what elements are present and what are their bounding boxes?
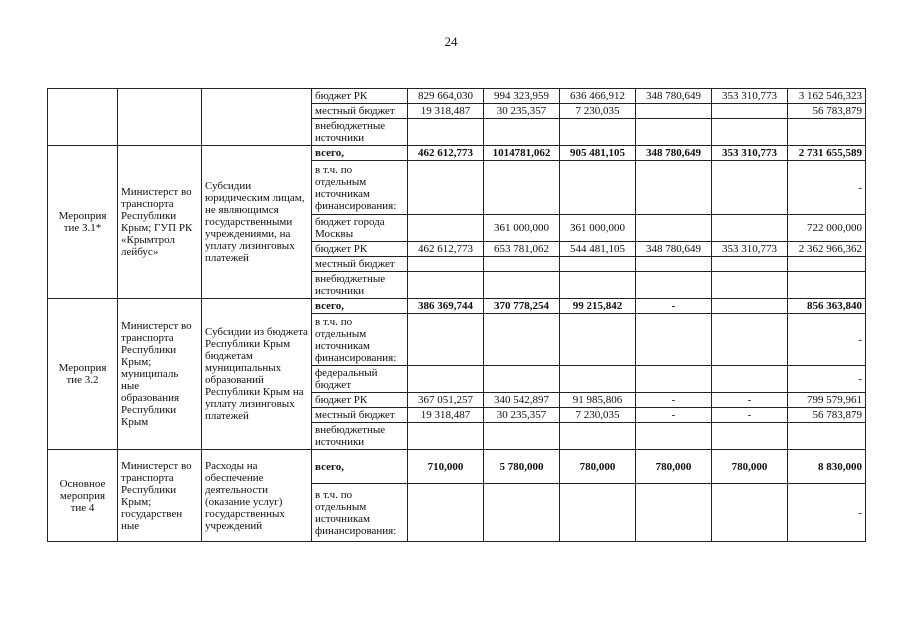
year-value-cell xyxy=(408,366,484,393)
year-value-cell xyxy=(712,314,788,366)
total-value-cell xyxy=(788,119,866,146)
year-value-cell xyxy=(560,272,636,299)
year-value-cell xyxy=(484,484,560,542)
year-value-cell xyxy=(636,161,712,215)
year-value-cell xyxy=(712,366,788,393)
year-value-cell xyxy=(712,161,788,215)
year-value-cell: 30 235,357 xyxy=(484,104,560,119)
year-value-cell: 5 780,000 xyxy=(484,450,560,484)
funding-source-cell: местный бюджет xyxy=(312,104,408,119)
executor-cell: Министерст во транспорта Республики Крым; ГУП РК «Крымтрол лейбус» xyxy=(118,146,202,299)
year-value-cell: 780,000 xyxy=(712,450,788,484)
total-value-cell: - xyxy=(788,314,866,366)
description-cell xyxy=(202,89,312,146)
year-value-cell xyxy=(636,119,712,146)
total-value-cell xyxy=(788,272,866,299)
year-value-cell xyxy=(408,423,484,450)
executor-cell xyxy=(118,89,202,146)
year-value-cell: - xyxy=(636,299,712,314)
year-value-cell xyxy=(712,423,788,450)
year-value-cell: 353 310,773 xyxy=(712,242,788,257)
year-value-cell xyxy=(408,215,484,242)
table-row xyxy=(48,299,866,314)
year-value-cell: 348 780,649 xyxy=(636,146,712,161)
total-value-cell: 3 162 546,323 xyxy=(788,89,866,104)
year-value-cell: - xyxy=(712,393,788,408)
year-value-cell: 19 318,487 xyxy=(408,408,484,423)
year-value-cell xyxy=(712,272,788,299)
table-row xyxy=(48,89,866,104)
year-value-cell: 780,000 xyxy=(636,450,712,484)
year-value-cell: 544 481,105 xyxy=(560,242,636,257)
year-value-cell xyxy=(636,314,712,366)
funding-source-cell: всего, xyxy=(312,146,408,161)
total-value-cell: 722 000,000 xyxy=(788,215,866,242)
table-row xyxy=(48,450,866,484)
year-value-cell xyxy=(712,484,788,542)
year-value-cell: - xyxy=(636,408,712,423)
total-value-cell: 56 783,879 xyxy=(788,408,866,423)
year-value-cell xyxy=(636,104,712,119)
total-value-cell: 56 783,879 xyxy=(788,104,866,119)
table-row xyxy=(48,146,866,161)
funding-source-cell: федеральный бюджет xyxy=(312,366,408,393)
total-value-cell: - xyxy=(788,366,866,393)
description-cell: Субсидии из бюджета Республики Крым бюджетам муниципальных образований Республики Крым на уплату лизинговых платежей xyxy=(202,299,312,450)
year-value-cell: 462 612,773 xyxy=(408,146,484,161)
year-value-cell xyxy=(484,257,560,272)
year-value-cell xyxy=(636,484,712,542)
year-value-cell xyxy=(712,257,788,272)
year-value-cell xyxy=(636,366,712,393)
year-value-cell: 99 215,842 xyxy=(560,299,636,314)
funding-source-cell: бюджет РК xyxy=(312,393,408,408)
year-value-cell: 353 310,773 xyxy=(712,89,788,104)
year-value-cell: 19 318,487 xyxy=(408,104,484,119)
total-value-cell: 799 579,961 xyxy=(788,393,866,408)
year-value-cell: 367 051,257 xyxy=(408,393,484,408)
total-value-cell xyxy=(788,257,866,272)
year-value-cell: 91 985,806 xyxy=(560,393,636,408)
year-value-cell: 7 230,035 xyxy=(560,408,636,423)
year-value-cell: 1014781,062 xyxy=(484,146,560,161)
year-value-cell xyxy=(712,215,788,242)
year-value-cell: 348 780,649 xyxy=(636,242,712,257)
year-value-cell: 905 481,105 xyxy=(560,146,636,161)
event-name-cell: Мероприя тие 3.1* xyxy=(48,146,118,299)
event-name-cell xyxy=(48,89,118,146)
year-value-cell xyxy=(408,484,484,542)
year-value-cell xyxy=(712,119,788,146)
funding-source-cell: местный бюджет xyxy=(312,257,408,272)
year-value-cell: 710,000 xyxy=(408,450,484,484)
year-value-cell xyxy=(484,423,560,450)
year-value-cell: 653 781,062 xyxy=(484,242,560,257)
funding-source-cell: бюджет города Москвы xyxy=(312,215,408,242)
total-value-cell xyxy=(788,423,866,450)
year-value-cell xyxy=(560,119,636,146)
year-value-cell: 780,000 xyxy=(560,450,636,484)
year-value-cell: 7 230,035 xyxy=(560,104,636,119)
total-value-cell: - xyxy=(788,484,866,542)
year-value-cell: 353 310,773 xyxy=(712,146,788,161)
year-value-cell xyxy=(636,215,712,242)
year-value-cell xyxy=(484,161,560,215)
description-cell: Субсидии юридическим лицам, не являющимся государственными учреждениями, на уплату лизинговых платежей xyxy=(202,146,312,299)
year-value-cell: 348 780,649 xyxy=(636,89,712,104)
year-value-cell: 370 778,254 xyxy=(484,299,560,314)
year-value-cell xyxy=(560,161,636,215)
event-name-cell: Основное мероприя тие 4 xyxy=(48,450,118,542)
funding-source-cell: бюджет РК xyxy=(312,89,408,104)
year-value-cell xyxy=(560,423,636,450)
year-value-cell: - xyxy=(712,408,788,423)
year-value-cell: 386 369,744 xyxy=(408,299,484,314)
year-value-cell xyxy=(484,119,560,146)
year-value-cell: 340 542,897 xyxy=(484,393,560,408)
executor-cell: Министерст во транспорта Республики Крым; государствен ные xyxy=(118,450,202,542)
year-value-cell: 361 000,000 xyxy=(484,215,560,242)
year-value-cell xyxy=(560,257,636,272)
year-value-cell: 361 000,000 xyxy=(560,215,636,242)
year-value-cell xyxy=(408,257,484,272)
year-value-cell: 462 612,773 xyxy=(408,242,484,257)
total-value-cell: 2 731 655,589 xyxy=(788,146,866,161)
year-value-cell xyxy=(408,161,484,215)
funding-source-cell: внебюджетные источники xyxy=(312,272,408,299)
year-value-cell xyxy=(636,257,712,272)
year-value-cell xyxy=(712,299,788,314)
year-value-cell: 829 664,030 xyxy=(408,89,484,104)
funding-source-cell: в т.ч. по отдельным источникам финансирования: xyxy=(312,484,408,542)
year-value-cell xyxy=(408,314,484,366)
page-number: 24 xyxy=(444,34,458,49)
financing-table xyxy=(47,88,866,542)
year-value-cell xyxy=(484,314,560,366)
executor-cell: Министерст во транспорта Республики Крым; муниципаль ные образования Республики Крым xyxy=(118,299,202,450)
funding-source-cell: местный бюджет xyxy=(312,408,408,423)
total-value-cell: 2 362 966,362 xyxy=(788,242,866,257)
year-value-cell xyxy=(408,119,484,146)
total-value-cell: 856 363,840 xyxy=(788,299,866,314)
total-value-cell: - xyxy=(788,161,866,215)
year-value-cell: 994 323,959 xyxy=(484,89,560,104)
funding-source-cell: всего, xyxy=(312,299,408,314)
year-value-cell xyxy=(408,272,484,299)
year-value-cell: 636 466,912 xyxy=(560,89,636,104)
year-value-cell xyxy=(636,423,712,450)
year-value-cell xyxy=(484,366,560,393)
event-name-cell: Мероприя тие 3.2 xyxy=(48,299,118,450)
year-value-cell xyxy=(560,484,636,542)
year-value-cell xyxy=(636,272,712,299)
funding-source-cell: внебюджетные источники xyxy=(312,119,408,146)
year-value-cell: - xyxy=(636,393,712,408)
funding-source-cell: бюджет РК xyxy=(312,242,408,257)
total-value-cell: 8 830,000 xyxy=(788,450,866,484)
funding-source-cell: в т.ч. по отдельным источникам финансирования: xyxy=(312,314,408,366)
funding-source-cell: всего, xyxy=(312,450,408,484)
year-value-cell xyxy=(560,314,636,366)
year-value-cell: 30 235,357 xyxy=(484,408,560,423)
description-cell: Расходы на обеспечение деятельности (оказание услуг) государственных учреждений xyxy=(202,450,312,542)
funding-source-cell: внебюджетные источники xyxy=(312,423,408,450)
funding-source-cell: в т.ч. по отдельным источникам финансирования: xyxy=(312,161,408,215)
year-value-cell xyxy=(712,104,788,119)
year-value-cell xyxy=(484,272,560,299)
year-value-cell xyxy=(560,366,636,393)
